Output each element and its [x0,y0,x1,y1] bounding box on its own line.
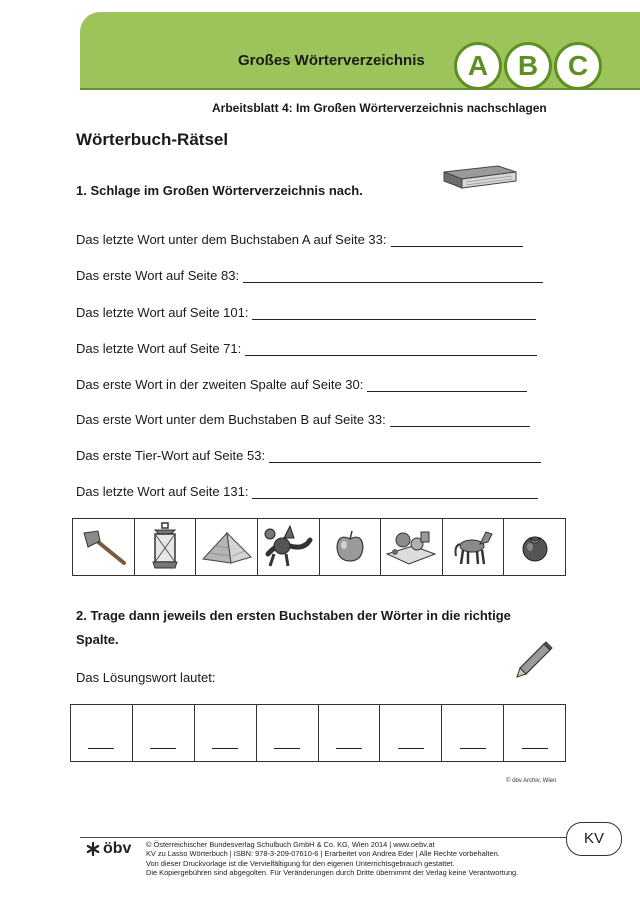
letter-line [212,748,238,749]
header-rule [80,88,640,90]
letter-box-4[interactable] [257,705,319,761]
image-credit: © öbv Archiv, Wien [506,778,557,784]
letter-line [274,748,300,749]
lantern-icon [145,522,185,572]
question-6-answer-line[interactable] [390,412,530,427]
question-5-text: Das erste Wort in der zweiten Spalte auf Seite 30: [76,377,364,392]
apple-icon [330,527,370,567]
question-4-text: Das letzte Wort auf Seite 71: [76,341,242,356]
question-7 [76,448,541,463]
question-2 [76,268,543,283]
question-1-answer-line[interactable] [391,232,523,247]
question-1-text: Das letzte Wort unter dem Buchstaben A auf Seite 33: [76,232,387,247]
question-3 [76,305,536,320]
question-4 [76,341,537,356]
picture-cell [196,519,258,575]
letter-box-2[interactable] [133,705,195,761]
solution-label: Das Lösungswort lautet: [76,670,216,685]
picture-cell [320,519,382,575]
picture-cell [258,519,320,575]
letter-box-7[interactable] [442,705,504,761]
letter-line [398,748,424,749]
letter-line [336,748,362,749]
picnic-icon [383,526,439,568]
question-2-answer-line[interactable] [243,268,543,283]
question-6 [76,412,530,427]
question-5 [76,377,527,392]
question-4-answer-line[interactable] [245,341,537,356]
letter-box-8[interactable] [504,705,565,761]
question-2-text: Das erste Wort auf Seite 83: [76,268,240,283]
task-1-instruction: 1. Schlage im Großen Wörterverzeichnis nach. [76,183,363,198]
question-5-answer-line[interactable] [367,377,527,392]
question-8-answer-line[interactable] [252,484,538,499]
task-2-instruction-line-1: 2. Trage dann jeweils den ersten Buchstaben der Wörter in die richtige [76,608,511,623]
letter-badge-c: C [554,42,602,90]
tomato-icon [515,527,555,567]
question-6-text: Das erste Wort unter dem Buchstaben B auf Seite 33: [76,412,386,427]
pyramid-icon [199,529,255,565]
footer-line-4: Die Kopiergebühren sind abgegolten. Für Veränderungen durch Dritte übernimmt der Verlag keine Verantwortung. [146,868,519,878]
worksheet-title: Wörterbuch-Rätsel [76,130,229,149]
letter-box-1[interactable] [71,705,133,761]
picture-cell [381,519,443,575]
letter-badge-b: B [504,42,552,90]
letter-box-3[interactable] [195,705,257,761]
picture-cell [504,519,565,575]
letter-box-5[interactable] [319,705,381,761]
pencil-icon [514,640,554,680]
footer-copyright [146,840,566,878]
footer-line-2: KV zu Lasso Wörterbuch | ISBN: 978-3-209-07610-6 | Erarbeitet von Andrea Eder | Alle Rechte vorbehalten. [146,849,500,859]
task-2-instruction-line-2: Spalte. [76,632,119,647]
question-7-answer-line[interactable] [269,448,541,463]
question-3-answer-line[interactable] [252,305,536,320]
picture-cell [135,519,197,575]
letter-line [88,748,114,749]
publisher-logo-text: öbv [103,840,132,857]
kv-badge: KV [566,822,622,856]
question-1 [76,232,523,247]
letter-badge-a: A [454,42,502,90]
horse-icon [450,526,496,568]
picture-cell [443,519,505,575]
worksheet-subtitle: Arbeitsblatt 4: Im Großen Wörterverzeichnis nachschlagen [212,101,547,115]
axe-icon [78,527,128,567]
question-3-text: Das letzte Wort auf Seite 101: [76,305,249,320]
publisher-logo [86,840,131,858]
solution-word-boxes [70,704,566,762]
picture-cell [73,519,135,575]
letter-box-6[interactable] [380,705,442,761]
footer-line-3: Von dieser Druckvorlage ist die Vervielfältigung für den eigenen Unterrichtsgebrauch gestattet. [146,858,455,868]
footer-line-1: © Österreichischer Bundesverlag Schulbuch GmbH & Co. KG, Wien 2014 | www.oebv.at [146,840,435,849]
question-8-text: Das letzte Wort auf Seite 131: [76,484,249,499]
letter-line [460,748,486,749]
header-title: Großes Wörterverzeichnis [238,52,425,69]
star-icon [86,842,100,856]
letter-line [150,748,176,749]
dragon-icon [260,524,316,570]
book-icon [440,162,520,192]
question-7-text: Das erste Tier-Wort auf Seite 53: [76,448,266,463]
footer-rule [80,837,566,838]
picture-strip [72,518,566,576]
question-8 [76,484,538,499]
letter-line [522,748,548,749]
